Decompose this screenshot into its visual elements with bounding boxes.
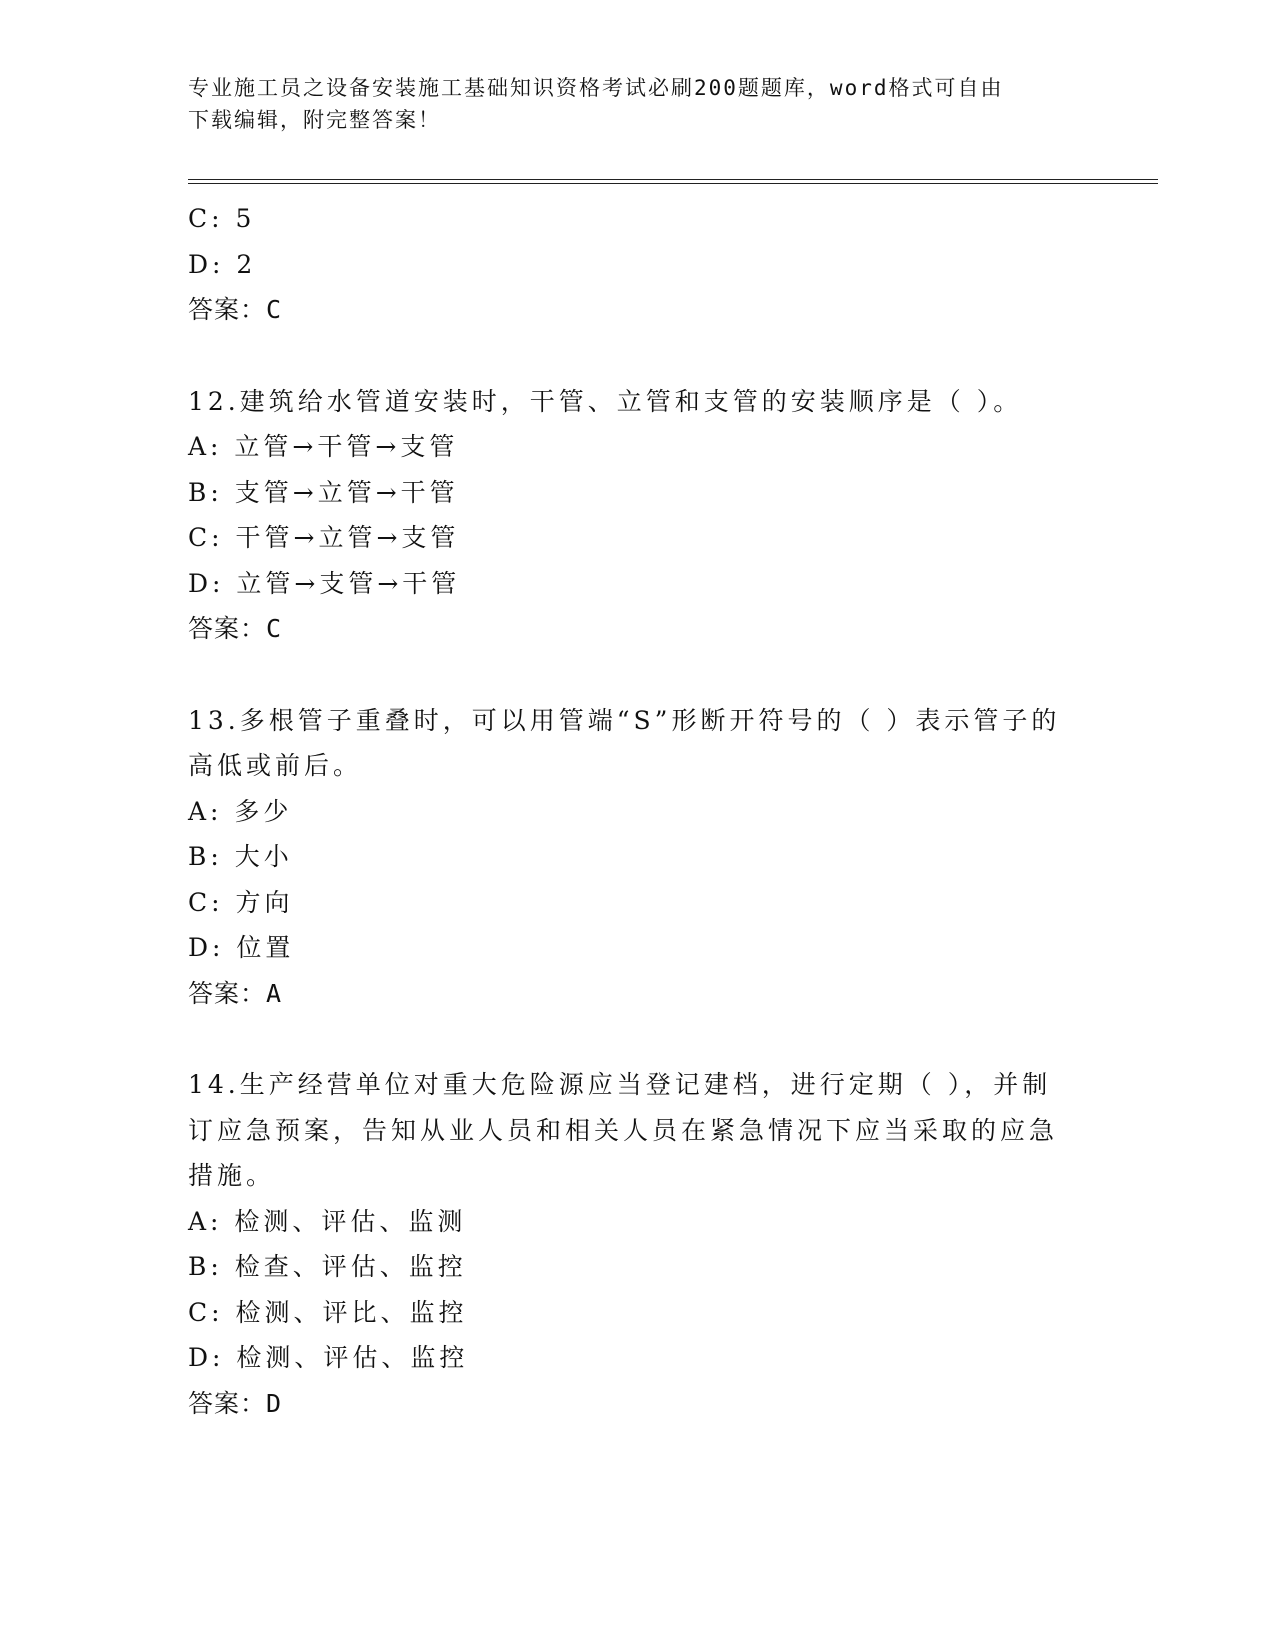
header-rule-top bbox=[188, 179, 1158, 180]
question-14-text-line-1: 14.生产经营单位对重大危险源应当登记建档，进行定期（ ），并制 bbox=[188, 1070, 1052, 1099]
question-14-block bbox=[188, 1062, 1088, 1426]
previous-question-block bbox=[188, 196, 1088, 333]
question-14-text-line-2: 订应急预案，告知从业人员和相关人员在紧急情况下应当采取的应急 bbox=[188, 1115, 1059, 1145]
spacer bbox=[188, 333, 1088, 379]
question-13-text-line-2: 高低或前后。 bbox=[188, 751, 363, 780]
option-a: A: 立管→干管→支管 bbox=[188, 432, 459, 461]
option-a: A: 检测、评估、监测 bbox=[188, 1206, 467, 1236]
answer-label: 答案：A bbox=[188, 978, 283, 1008]
option-b: B: 检查、评估、监控 bbox=[188, 1252, 467, 1281]
option-c: C: 方向 bbox=[188, 887, 294, 917]
question-12-text: 12.建筑给水管道安装时，干管、立管和支管的安装顺序是（ ）。 bbox=[188, 386, 1023, 416]
header-title-line-2: 下载编辑，附完整答案！ bbox=[188, 108, 441, 132]
answer-label: 答案：D bbox=[188, 1388, 283, 1418]
question-12-block bbox=[188, 379, 1088, 652]
answer-label: 答案：C bbox=[188, 295, 283, 324]
question-13-text-line-1: 13.多根管子重叠时，可以用管端“S”形断开符号的（ ）表示管子的 bbox=[188, 705, 1061, 735]
spacer bbox=[188, 1016, 1088, 1062]
question-content bbox=[188, 196, 1088, 1426]
document-header bbox=[188, 72, 1088, 136]
option-d: D: 位置 bbox=[188, 933, 295, 962]
option-b: B: 支管→立管→干管 bbox=[188, 477, 459, 507]
option-d: D: 检测、评估、监控 bbox=[188, 1343, 469, 1372]
option-b: B: 大小 bbox=[188, 842, 293, 871]
option-a: A: 多少 bbox=[188, 796, 293, 826]
option-c: C: 检测、评比、监控 bbox=[188, 1297, 468, 1327]
option-c: C: 干管→立管→支管 bbox=[188, 523, 460, 552]
question-14-text-line-3: 措施。 bbox=[188, 1161, 276, 1190]
answer-label: 答案：C bbox=[188, 614, 283, 643]
header-title-line-1: 专业施工员之设备安装施工基础知识资格考试必刷200题题库，word格式可自由 bbox=[188, 76, 1004, 100]
question-13-block bbox=[188, 698, 1088, 1017]
option-d: D: 2 bbox=[188, 249, 257, 279]
option-c: C: 5 bbox=[188, 204, 256, 233]
spacer bbox=[188, 652, 1088, 698]
option-d: D: 立管→支管→干管 bbox=[188, 568, 461, 598]
header-rule-bottom bbox=[188, 183, 1158, 184]
